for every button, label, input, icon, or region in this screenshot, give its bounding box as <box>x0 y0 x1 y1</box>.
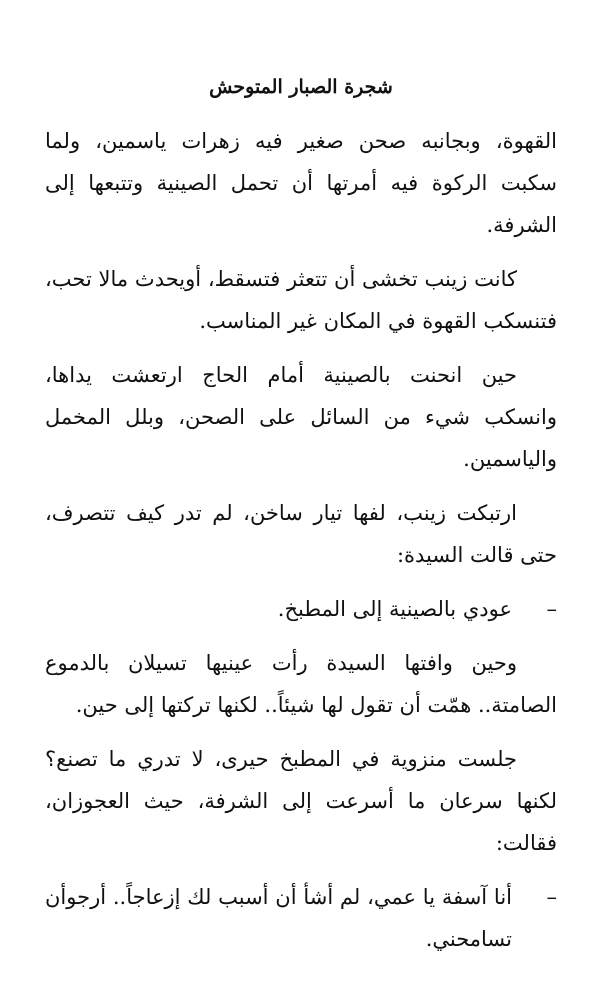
dialogue-dash: – <box>546 597 557 621</box>
dialogue-text: أنا آسفة يا عمي، لم أشأ أن أسبب لك إزعاجاً.. أرجوأن تسامحني. <box>45 885 512 951</box>
paragraph-4 <box>45 492 557 576</box>
paragraph-1 <box>45 120 557 246</box>
paragraph-text: ارتبكت زينب، لفها تيار ساخن، لم تدر كيف تتصرف، حتى قالت السيدة: <box>45 501 557 567</box>
page-header-title: شجرة الصبار المتوحش <box>209 76 393 98</box>
paragraph-text: حين انحنت بالصينية أمام الحاج ارتعشت يداها، وانسكب شيء من السائل على الصحن، وبلل المخمل والياسمين. <box>45 363 557 471</box>
paragraph-text: جلست منزوية في المطبخ حيرى، لا تدري ما تصنع؟ لكنها سرعان ما أسرعت إلى الشرفة، حيث العجوزان، فقالت: <box>45 747 557 855</box>
paragraph-3 <box>45 354 557 480</box>
dialogue-text: عودي بالصينية إلى المطبخ. <box>277 597 512 621</box>
paragraph-text: القهوة، وبجانبه صحن صغير فيه زهرات ياسمين، ولما سكبت الركوة فيه أمرتها أن تحمل الصينية وتتبعها إلى الشرفة. <box>45 129 557 237</box>
dialogue-line-2 <box>45 876 557 960</box>
body-text <box>45 120 557 972</box>
dialogue-line-1 <box>45 588 557 630</box>
paragraph-6 <box>45 642 557 726</box>
paragraph-7 <box>45 738 557 864</box>
dialogue-dash: – <box>546 885 557 909</box>
paragraph-2 <box>45 258 557 342</box>
paragraph-text: كانت زينب تخشى أن تتعثر فتسقط، أويحدث مالا تحب، فتنسكب القهوة في المكان غير المناسب. <box>45 267 557 333</box>
paragraph-text: وحين وافتها السيدة رأت عينيها تسيلان بالدموع الصامتة.. همّت أن تقول لها شيئاً.. لكنها تركتها إلى حين. <box>45 651 557 717</box>
